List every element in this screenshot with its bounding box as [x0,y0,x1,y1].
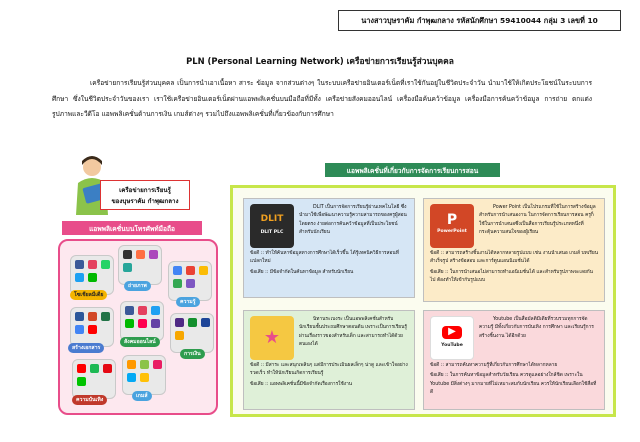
page-title: PLN (Personal Learning Network) เครือข่ายการเรียนรู้ส่วนบุคคล [186,56,454,66]
app-folder[interactable] [70,255,114,295]
story-app-description: นิทานระเบงระ เป็นแอพพลิเคชั่นสำหรับนักเรียนชั้นประถมศึกษาตอนต้น เพราะเป็นการเรียนรู้ผ่านเรื่องราวของสำหรับเด็ก และสามารถทำได้ด้วยตนเองได้ [299,317,407,348]
powerpoint-con: ข้อเสีย :: ในการนำเสนอไม่สามารถทำแอนิเมชั่นได้ และสำหรับรูปภาพจะเลยกันไป ต้องทำให้เข้ากับรูปแบบ [430,269,593,284]
app-folder[interactable] [122,355,166,395]
dlit-logo-text: DLIT [260,213,284,224]
edu-card-story-app [243,310,415,410]
powerpoint-pro: ข้อดี :: สามารถสร้างชิ้นงานได้หลากหลายรูปแบบ เช่น งานนำเสนอ เกมส์ บทเรียนสำเร็จรูป สร้างข้อสอบ และการ์ตูนแอนนิเมชั่นได้ [430,251,598,265]
folder-label-finance[interactable]: การเงิน [180,349,205,359]
powerpoint-description: Power Point เป็นโปรแกรมที่ใช้ในการสร้างข้อมูลสำหรับการนำเสนองาน ในการจัดการเรียนการสอน ครูก็ใช้ในการนำเสนอซึ่งเป็นสื่อการเรียนรู้ประเภทหนึ่งที่กระตุ้นความสนใจของผู้เรียน [479,205,596,236]
phone-apps-label: แอพพลิเคชั่นบนโทรศัพท์มือถือ [62,221,202,235]
youtube-con: ข้อเสีย :: ในการค้นหาข้อมูลสำหรับวัยเรียน ควรดูแลอย่างใกล้ชิด เพราะใน Youtube มีสิ่งต่างๆ มากมายที่ไม่เหมาะสมกับนักเรียน ควรให้นักเรียนเลือกใช้สื่อที่ดี [430,373,597,396]
app-folder[interactable] [168,261,212,301]
powerpoint-logo-icon [430,204,474,248]
edu-apps-label: แอพพลิเคชั่นที่เกี่ยวกับการจัดการเรียนการสอน [325,163,500,177]
phone-apps-panel [58,239,218,415]
folder-label-knowledge[interactable]: ความรู้ [176,297,200,307]
edu-card-powerpoint [423,198,605,302]
folder-label-photo[interactable]: ถ่ายภาพ [124,281,151,291]
author-line: นางสาวบุษราคัม กำพุฒกลาง รหัสนักศึกษา 59410044 กลุ่ม 3 เลขที่ 10 [361,15,598,25]
youtube-logo-icon [430,316,474,360]
network-owner-box [100,180,190,210]
powerpoint-logo-text: P [446,212,458,229]
youtube-description: Youtube เป็นสื่อมัลติมีเดียที่รวบรวมทุกการจัดความรู้ มีทั้งเกี่ยวกับการบันเทิง การศึกษา และเรียนรู้การสร้างชิ้นงาน ได้อีกด้วย [479,317,594,339]
folder-label-online-society[interactable]: สังคมออนไลน์ [120,337,160,347]
story-app-logo-icon [250,316,294,360]
edu-card-youtube [423,310,605,410]
app-folder[interactable] [120,301,164,341]
story-app-logo-text: ★ [263,326,281,348]
dlit-con: ข้อเสีย :: มีข้อจำกัดในค้นหาข้อมูล สำหรับนักเรียน [250,269,354,275]
app-folder[interactable] [118,245,162,285]
app-folder[interactable] [72,359,116,399]
folder-label-documents[interactable]: สร้างเอกสาร [68,343,104,353]
author-header [338,10,621,31]
network-box-line2: ของบุษราคัม กำพุฒกลาง [111,198,179,205]
network-box-line1: เครือข่ายการเรียนรู้ [119,187,171,194]
story-app-con: ข้อเสีย :: แอพพลิเคชั่นนี้มีข้อจำกัดเรื่องการใช้งาน [250,381,353,387]
edu-card-dlit [243,198,415,298]
intro-paragraph [52,76,592,123]
app-folder[interactable] [170,313,214,353]
folder-label-social-media[interactable]: โซเชียลมีเดีย [70,290,107,300]
dlit-logo-sub: DLIT PLC [260,230,284,235]
folder-label-games[interactable]: เกมส์ [132,391,152,401]
intro-text: เครือข่ายการเรียนรู้ส่วนบุคคล เป็นการนำเอาเนื้อหา สาระ ข้อมูล จากส่วนต่างๆ ในระบบเครือข่ายอินเตอร์เน็ตที่เราใช้กันอยู่ในชีวิตประจำวัน นำมาใช้ให้เกิดประโยชน์ในระบบการศึกษา ซึ่งในชีวิตประจำวันของเรา เราใช้เครือข่ายอินเตอร์เน็ตผ่านแอพพลิเคชั่นบนมือถือที่มีทั้ง เครือข่ายสังคมออนไลน์ เครื่องมือค้นคว้าข้อมูล เครื่องมือการค้นคว้าข้อมูล การถ่าย ตกแต่งรูปภาพและวีดีโอ แอพพลิเคชั่นด้านการเงิน เกมส์ต่างๆ รวมไปถึงแอพพลิเคชั่นที่เกี่ยวข้องกับการศึกษา [52,79,592,118]
dlit-pro: ข้อดี :: ทำให้ค้นหาข้อมูลทางการศึกษาได้เร็วขึ้น ได้รู้เทคนิควิธีการสอนที่แปลกใหม่ [250,251,399,265]
dlit-logo-icon [250,204,294,248]
app-folder[interactable] [70,307,114,347]
folder-label-entertainment[interactable]: ความบันเทิง [72,395,107,405]
dlit-description: DLIT เป็นการจัดการเรียนรู้ผ่านเทคโนโลยี ซึ่งนำมาใช้เพื่อพัฒนาความรู้ความสามารถของครูผู้สอนโดยตรง ง่ายต่อการค้นคว้าข้อมูลที่เป็นประโยชน์สำหรับนักเรียน [299,205,407,236]
powerpoint-logo-sub: PowerPoint [437,228,467,234]
youtube-logo-sub: YouTube [441,342,463,348]
edu-apps-panel [230,185,616,417]
youtube-pro: ข้อดี :: สามารถค้นหาความรู้ที่เกี่ยวกับการศึกษาได้หลากหลาย [430,363,558,368]
story-app-pro: ข้อดี :: มีสาระ และสนุกเพลินๆ แต่มีการประเมินผลเล็กๆ น่าดู และเข้าใจอย่างรวดเร็ว ทำให้นักเรียนเกิดการเรียนรู้ [250,363,408,377]
youtube-logo-text: ▶ [442,326,462,338]
